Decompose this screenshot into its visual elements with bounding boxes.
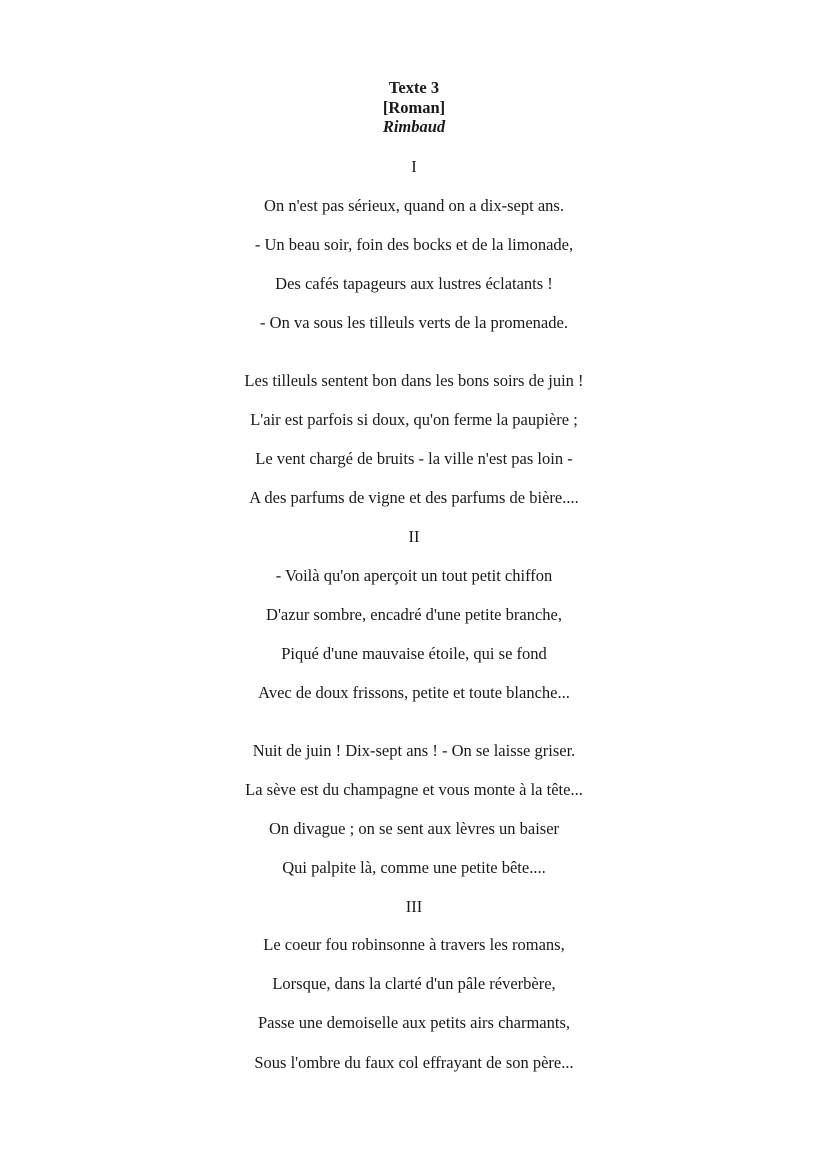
section-numeral-1: I bbox=[411, 157, 417, 176]
verse-line: On divague ; on se sent aux lèvres un baiser bbox=[268, 819, 560, 838]
verse-line: La sève est du champagne et vous monte à la tête... bbox=[245, 780, 583, 799]
verse-line: Avec de doux frissons, petite et toute blanche... bbox=[258, 683, 570, 702]
verse-line: Sous l'ombre du faux col effrayant de son père... bbox=[254, 1053, 574, 1072]
section-numeral-3: III bbox=[405, 897, 423, 916]
verse-line: - Un beau soir, foin des bocks et de la limonade, bbox=[254, 235, 574, 254]
verse-line: Le coeur fou robinsonne à travers les romans, bbox=[263, 935, 565, 954]
verse-line: - On va sous les tilleuls verts de la promenade. bbox=[260, 313, 568, 332]
verse-line: D'azur sombre, encadré d'une petite branche, bbox=[266, 605, 562, 624]
verse-line: Qui palpite là, comme une petite bête.... bbox=[282, 858, 546, 877]
verse-line: Des cafés tapageurs aux lustres éclatants ! bbox=[275, 274, 553, 293]
verse-line: Les tilleuls sentent bon dans les bons soirs de juin ! bbox=[244, 371, 584, 390]
verse-line: Passe une demoiselle aux petits airs charmants, bbox=[257, 1013, 571, 1032]
verse-line: Lorsque, dans la clarté d'un pâle réverbère, bbox=[272, 974, 556, 993]
verse-line: Piqué d'une mauvaise étoile, qui se fond bbox=[281, 644, 547, 663]
verse-line: Le vent chargé de bruits - la ville n'est pas loin - bbox=[255, 449, 573, 468]
document-title: Texte 3 bbox=[388, 78, 440, 97]
document-genre: [Roman] bbox=[382, 98, 446, 117]
verse-line: L'air est parfois si doux, qu'on ferme la paupière ; bbox=[250, 410, 578, 429]
verse-line: A des parfums de vigne et des parfums de bière.... bbox=[249, 488, 579, 507]
verse-line: - Voilà qu'on aperçoit un tout petit chiffon bbox=[275, 566, 553, 585]
document-author: Rimbaud bbox=[382, 117, 446, 136]
verse-line: On n'est pas sérieux, quand on a dix-sept ans. bbox=[264, 196, 564, 215]
verse-line: Nuit de juin ! Dix-sept ans ! - On se laisse griser. bbox=[252, 741, 576, 760]
section-numeral-2: II bbox=[408, 527, 420, 546]
